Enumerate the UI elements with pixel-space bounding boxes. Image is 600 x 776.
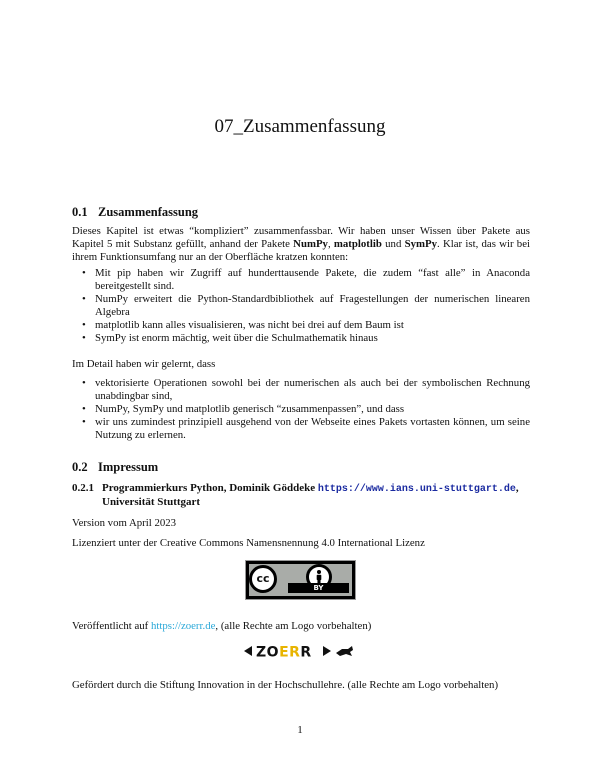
svg-text:ZOERR: ZOERR [256,644,312,661]
pkg-matplotlib: matplotlib [333,238,382,250]
published-text: Veröffentlicht auf [72,620,151,632]
intro-text-end: . Klar ist, das wir bei ihrem Funktionsumfang nur an der Oberfläche kratzen konnten: [72,238,530,263]
list-item: • NumPy, SymPy und matplotlib generisch “zusammenpassen”, und dass [72,403,530,416]
license-line [72,537,530,550]
funding-text: Gefördert durch die Stiftung Innovation in der Hochschullehre. (alle Rechte am Logo vorbehalten) [72,679,499,691]
zoerr-link[interactable]: https://zoerr.de [150,620,216,632]
subsection-heading [72,482,530,509]
section-impressum-heading [72,460,530,475]
detail-bullet-list [72,377,530,442]
subsection-title: Programmierkurs Python, Dominik Göddeke [102,482,318,494]
published-text-end: , (alle Rechte am Logo vorbehalten) [215,620,372,632]
section-title: Zusammenfassung [98,205,199,219]
section-number: 0.1 [72,205,88,219]
institute-link[interactable]: https://www.ians.uni-stuttgart.de [317,484,516,495]
section-number: 0.2 [72,460,88,474]
detail-intro [72,358,530,371]
section-summary-heading [72,205,530,220]
subsection-title-end: , Universität Stuttgart [102,482,519,508]
cc-by-license-logo[interactable] [245,560,356,600]
list-item: • wir uns zumindest prinzipiell ausgehend von der Webseite eines Pakets vortasten können, um seine Nutzung zu erlernen. [72,416,530,442]
version-line [72,517,530,530]
section-title: Impressum [98,460,159,474]
pkg-sympy: SymPy [404,238,437,250]
by-label: BY [288,583,349,593]
list-item: • matplotlib kann alles visualisieren, was nicht bei drei auf dem Baum ist [72,319,530,332]
summary-intro [72,225,530,264]
license-text: Lizenziert unter der Creative Commons Namensnennung 4.0 International Lizenz [72,537,425,549]
separator: und [381,238,405,250]
list-item: • NumPy erweitert die Python-Standardbibliothek auf Fragestellungen der numerischen linearen Algebra [72,293,530,319]
funding-line [72,679,530,692]
subsection-number: 0.2.1 [72,482,94,494]
published-line [72,620,530,633]
list-item: • SymPy ist enorm mächtig, weit über die Schulmathematik hinaus [72,332,530,345]
pkg-numpy: NumPy [293,238,328,250]
cc-icon: cc [249,565,277,593]
summary-bullet-list [72,267,530,345]
page-title: 07_Zusammenfassung [214,116,386,137]
separator: , [327,238,334,250]
intro-text: Dieses Kapitel ist etwas “kompliziert” zusammenfassbar. Wir haben unser Wissen über Pakete aus Kapitel 5 mit Substanz gefüllt, anhand der Pakete [72,225,530,250]
zoerr-logo[interactable] [240,641,360,661]
list-item: • vektorisierte Operationen sowohl bei der numerischen als auch bei der symbolischen Rechnung unabdingbar sind, [72,377,530,403]
list-item: • Mit pip haben wir Zugriff auf hunderttausende Pakete, die zudem “fast alle” in Anaconda bereitgestellt sind. [72,267,530,293]
detail-intro-text: Im Detail haben wir gelernt, dass [72,358,216,370]
version-text: Version vom April 2023 [72,517,177,529]
page-number: 1 [297,724,303,736]
